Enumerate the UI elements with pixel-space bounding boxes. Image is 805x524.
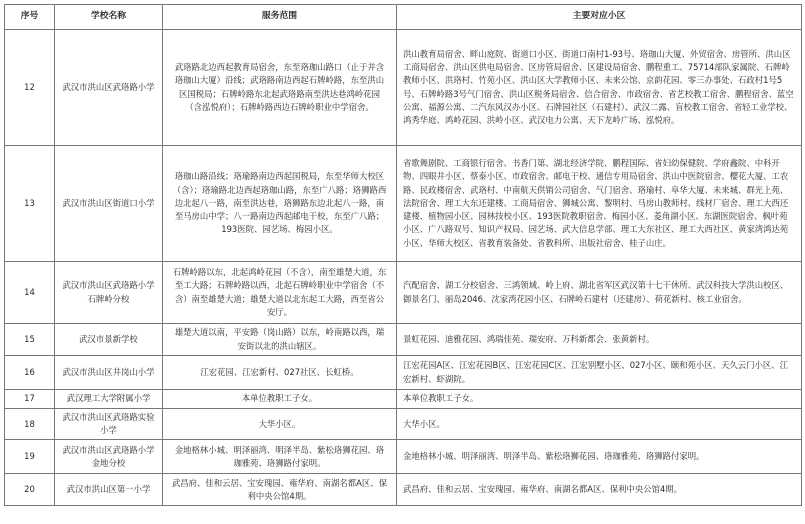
main-communities: 洪山教育局宿舍、畔山庭院、街道口小区、街道口南村1-93号、珞珈山大厦、外贸宿舍、房管所、洪山区工商局宿舍、洪山区供电局宿舍、区房管局宿舍、区建设局宿舍、鹏程重工、75714部队家属院、石牌岭教师小区、洪珞村、竹苑小区、洪山区大学教师小区、未来公馆、京韵花园、零三办事处、石政村1号5号、石牌岭路3号气门宿舍、洪山区税务局宿舍、信合宿舍、市政宿舍、省艺校教工宿舍、鹏程宿舍、蓝空公寓、福源公寓、二汽东风汉办小区、石牌园社区（石建村）、武汉二露、盲校教工宿舍、省轻工业学校、鸿秀华庭、鸿岭花园、洪岭小区、武汉电力公寓、天下龙岭广场、泓悦府。 [397,30,802,146]
row-number: 16 [5,356,55,390]
row-number: 13 [5,146,55,262]
service-range: 金地格林小城、明泽丽湾、明泽半岛、紫松珞狮花园、珞珈雅苑、珞狮路付家明。 [163,440,397,474]
main-communities: 汽配宿舍、湖工分校宿舍、三鸿领域、岭上府、湖北省军区武汉第十七干休所、武汉科技大学洪山校区、御景名门、丽岛2046、沈家湾花园小区、石牌岭石建村（还建房）、荷花新村、核工业宿舍。 [397,262,802,324]
service-range: 武珞路北边西起教育局宿舍，东至珞珈山路口（止于并含珞珈山大厦）沿线；武珞路南边西起石牌岭路，东至洪山区国税局；石牌岭路东北起武珞路南至洪达巷鸿岭花园（含泓悦府）；石牌岭路西边石牌岭职业中学宿舍。 [163,30,397,146]
school-name: 武汉市洪山区武珞路小学 [55,30,163,146]
table-row [5,324,802,356]
main-communities: 景虹花园、迪雅花园、鸿瑞佳苑、瑞安府、万科新都会、张黄新村。 [397,324,802,356]
table-row [5,356,802,390]
school-name: 武汉市洪山区武珞路实验小学 [55,409,163,440]
row-number: 15 [5,324,55,356]
table-row [5,440,802,474]
table-header-row [5,5,802,30]
header-range: 服务范围 [163,5,397,30]
main-communities: 本单位教职工子女。 [397,390,802,409]
main-communities: 武昌府、佳和云居、宝安瑰园、雍华府、南湖名都A区、保利中央公馆4期。 [397,474,802,506]
main-communities: 省歌舞剧院、工商银行宿舍、书香门第、湖北经济学院、鹏程国际、省妇幼保健院、学府鑫院、中科开物、四眼井小区、蔡泰小区、市政宿舍、邮电干校、通信专用局宿舍、洪山中医院宿舍、樱花大厦、工农路、民政楼宿舍、武珞村、中南航天供销公司宿舍、气门宿舍、珞瑜村、阜华大厦、未来城、群光上苑、法院宿舍、理工大东还建楼、工商局宿舍、狮城公寓、黎明村、马房山教师村、线材厂宿舍、理工大西还建楼、植物园小区、园林技校小区、193医院教职宿舍、梅园小区、菱角湖小区、东湖医院宿舍、枫叶苑小区、广八路双号、知识产权局、园艺场、武大信息学部、理工大东社区、理工大西社区、黄家湾鸿达苑小区、华师大校区、省教育装备处、省教科所、出版社宿舍、桂子山庄。 [397,146,802,262]
table-row [5,390,802,409]
school-district-table [4,4,802,506]
header-communities: 主要对应小区 [397,5,802,30]
row-number: 18 [5,409,55,440]
school-name: 武汉市洪山区街道口小学 [55,146,163,262]
service-range: 本单位教职工子女。 [163,390,397,409]
row-number: 12 [5,30,55,146]
row-number: 19 [5,440,55,474]
school-name: 武汉理工大学附属小学 [55,390,163,409]
school-name: 武汉市洪山区武珞路小学金地分校 [55,440,163,474]
school-name: 武汉市洪山区井岗山小学 [55,356,163,390]
header-no: 序号 [5,5,55,30]
row-number: 20 [5,474,55,506]
service-range: 大华小区。 [163,409,397,440]
service-range: 江宏花园、江宏新村、027社区、长虹桥。 [163,356,397,390]
main-communities: 大华小区。 [397,409,802,440]
table-row [5,474,802,506]
table-row [5,262,802,324]
table-row [5,146,802,262]
service-range: 石牌岭路以东，北起鸿岭花园（不含），南至雄楚大道，东至工大路；石牌岭路以西，北起石牌岭职业中学宿舍（不含）南至雄楚大道；雄楚大道以北东起工大路，西至省公安厅。 [163,262,397,324]
table-row [5,409,802,440]
header-school: 学校名称 [55,5,163,30]
school-name: 武汉市洪山区武珞路小学石牌岭分校 [55,262,163,324]
school-name: 武汉市洪山区第一小学 [55,474,163,506]
table-row [5,30,802,146]
row-number: 17 [5,390,55,409]
school-name: 武汉市景新学校 [55,324,163,356]
row-number: 14 [5,262,55,324]
service-range: 珞珈山路沿线；珞瑜路南边西起国税局，东至华师大校区（含）；珞瑜路北边西起珞珈山路，东至广八路；珞狮路西边北起八一路，南至洪达巷，珞狮路东边北起八一路，南至马房山中学；八一路南边西起邮电干校，东至广八路；193医院、园艺场、梅园小区。 [163,146,397,262]
service-range: 雄楚大道以南，平安路（岗山路）以东，岭南路以西，瑞安街以北的洪山辖区。 [163,324,397,356]
service-range: 武昌府、佳和云居、宝安瑰园、雍华府、南湖名都A区、保利中央公馆4期。 [163,474,397,506]
main-communities: 江宏花园A区、江宏花园B区、江宏花园C区、江宏别墅小区、027小区、颐和苑小区、天久云门小区、江宏新村、虾湖院。 [397,356,802,390]
main-communities: 金地格林小城、明泽丽湾、明泽半岛、紫松珞狮花园、珞珈雅苑、珞狮路付家明。 [397,440,802,474]
